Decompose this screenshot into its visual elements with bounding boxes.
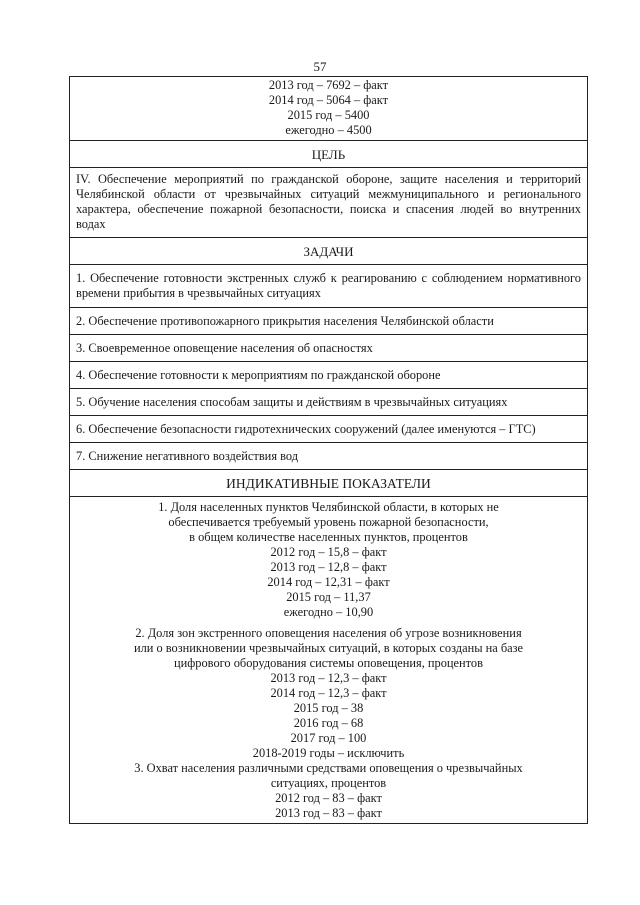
top-value-line: ежегодно – 4500 <box>285 123 372 137</box>
indicator-value: 2015 год – 38 <box>293 701 364 715</box>
top-value-line: 2015 год – 5400 <box>287 108 370 122</box>
goal-header: ЦЕЛЬ <box>70 141 588 168</box>
indicator-value: 2013 год – 12,3 – факт <box>270 671 387 685</box>
indicator-value: 2013 год – 83 – факт <box>275 806 382 820</box>
task-item: 2. Обеспечение противопожарного прикрытия населения Челябинской области <box>70 308 588 335</box>
task-item: 4. Обеспечение готовности к мероприятиям по гражданской обороне <box>70 362 588 389</box>
indicator-title-line: ситуациях, процентов <box>270 776 387 790</box>
top-value-line: 2014 год – 5064 – факт <box>268 93 389 107</box>
indicator-value: 2014 год – 12,3 – факт <box>270 686 387 700</box>
indicator-block <box>74 500 583 620</box>
indicator-block <box>74 626 583 761</box>
indicator-title-line: 3. Охват населения различными средствами оповещения о чрезвычайных <box>134 761 523 775</box>
task-item: 7. Снижение негативного воздействия вод <box>70 443 588 470</box>
indicators-cell <box>70 497 588 824</box>
top-value-line: 2013 год – 7692 – факт <box>268 78 389 92</box>
indicator-title-line: обеспечивается требуемый уровень пожарной безопасности, <box>168 515 489 529</box>
indicator-title-line: цифрового оборудования системы оповещения, процентов <box>174 656 483 670</box>
task-item: 5. Обучение населения способам защиты и действиям в чрезвычайных ситуациях <box>70 389 588 416</box>
goal-text: IV. Обеспечение мероприятий по гражданской обороне, защите населения и территорий Челябинской области от чрезвычайных ситуаций межмуниципального и регионального характера, обеспечение пожарной безопасности, поиска и спасения людей во внутренних водах <box>70 168 588 238</box>
indicator-title-line: или о возникновении чрезвычайных ситуаций, в которых созданы на базе <box>133 641 524 655</box>
task-item: 6. Обеспечение безопасности гидротехнических сооружений (далее именуются – ГТС) <box>70 416 588 443</box>
indicator-value: 2016 год – 68 <box>293 716 364 730</box>
task-item: 1. Обеспечение готовности экстренных служб к реагированию с соблюдением нормативного времени прибытия в чрезвычайных ситуациях <box>70 265 588 308</box>
indicator-value: 2012 год – 83 – факт <box>275 791 382 805</box>
indicator-title-line: 1. Доля населенных пунктов Челябинской области, в которых не <box>158 500 499 514</box>
indicator-value: 2015 год – 11,37 <box>286 590 371 604</box>
indicator-value: 2013 год – 12,8 – факт <box>270 560 387 574</box>
indicator-value: 2012 год – 15,8 – факт <box>270 545 387 559</box>
program-passport-table <box>69 76 588 824</box>
indicators-header: ИНДИКАТИВНЫЕ ПОКАЗАТЕЛИ <box>70 470 588 497</box>
indicator-title-line: в общем количестве населенных пунктов, процентов <box>189 530 468 544</box>
indicator-block <box>74 761 583 821</box>
indicator-value: 2014 год – 12,31 – факт <box>267 575 390 589</box>
indicator-value: 2017 год – 100 <box>290 731 367 745</box>
indicator-value: ежегодно – 10,90 <box>283 605 374 619</box>
top-values-cell <box>70 77 588 141</box>
task-item: 3. Своевременное оповещение населения об опасностях <box>70 335 588 362</box>
tasks-header: ЗАДАЧИ <box>70 238 588 265</box>
indicator-title-line: 2. Доля зон экстренного оповещения населения об угрозе возникновения <box>135 626 522 640</box>
indicator-value: 2018-2019 годы – исключить <box>252 746 405 760</box>
page-number: 57 <box>313 59 327 74</box>
